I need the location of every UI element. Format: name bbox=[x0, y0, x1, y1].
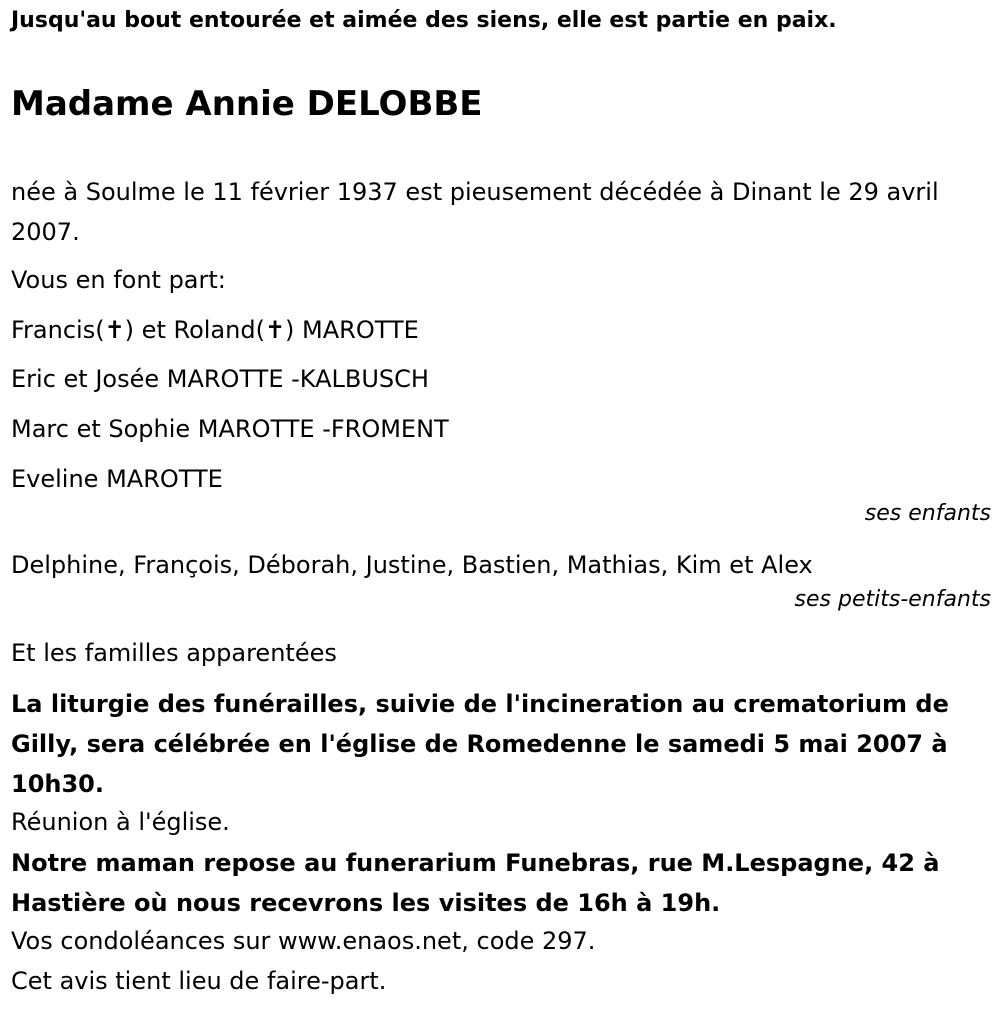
families-text: Et les familles apparentées bbox=[11, 639, 337, 667]
announce-text: Vous en font part: bbox=[11, 266, 226, 294]
funerarium-text: Notre maman repose au funerarium Funebras, rue M.Lespagne, 42 à Hastière où nous recevrons les visites de 16h à 19h. bbox=[11, 849, 940, 917]
child-line: Eveline MAROTTE bbox=[11, 465, 223, 493]
child-line: Marc et Sophie MAROTTE -FROMENT bbox=[11, 415, 449, 443]
child-line: Francis(✝) et Roland(✝) MAROTTE bbox=[11, 316, 419, 344]
grandchildren-text: Delphine, François, Déborah, Justine, Bastien, Mathias, Kim et Alex bbox=[11, 551, 813, 579]
children-relation-label: ses enfants bbox=[864, 501, 991, 526]
intro-text: Jusqu'au bout entourée et aimée des siens, elle est partie en paix. bbox=[11, 8, 837, 33]
meeting-text: Réunion à l'église. bbox=[11, 808, 230, 836]
closing-text: Cet avis tient lieu de faire-part. bbox=[11, 967, 387, 995]
condolences-text: Vos condoléances sur www.enaos.net, code 297. bbox=[11, 927, 596, 955]
liturgy-text: La liturgie des funérailles, suivie de l'incineration au crematorium de Gilly, sera célébrée en l'église de Romedenne le samedi 5 mai 2007 à 10h30. bbox=[11, 690, 949, 798]
child-line: Eric et Josée MAROTTE -KALBUSCH bbox=[11, 365, 429, 393]
deceased-name: Madame Annie DELOBBE bbox=[11, 84, 483, 124]
grandchildren-relation-label: ses petits-enfants bbox=[794, 587, 991, 612]
birth-death-text: née à Soulme le 11 février 1937 est pieusement décédée à Dinant le 29 avril 2007. bbox=[11, 178, 939, 246]
